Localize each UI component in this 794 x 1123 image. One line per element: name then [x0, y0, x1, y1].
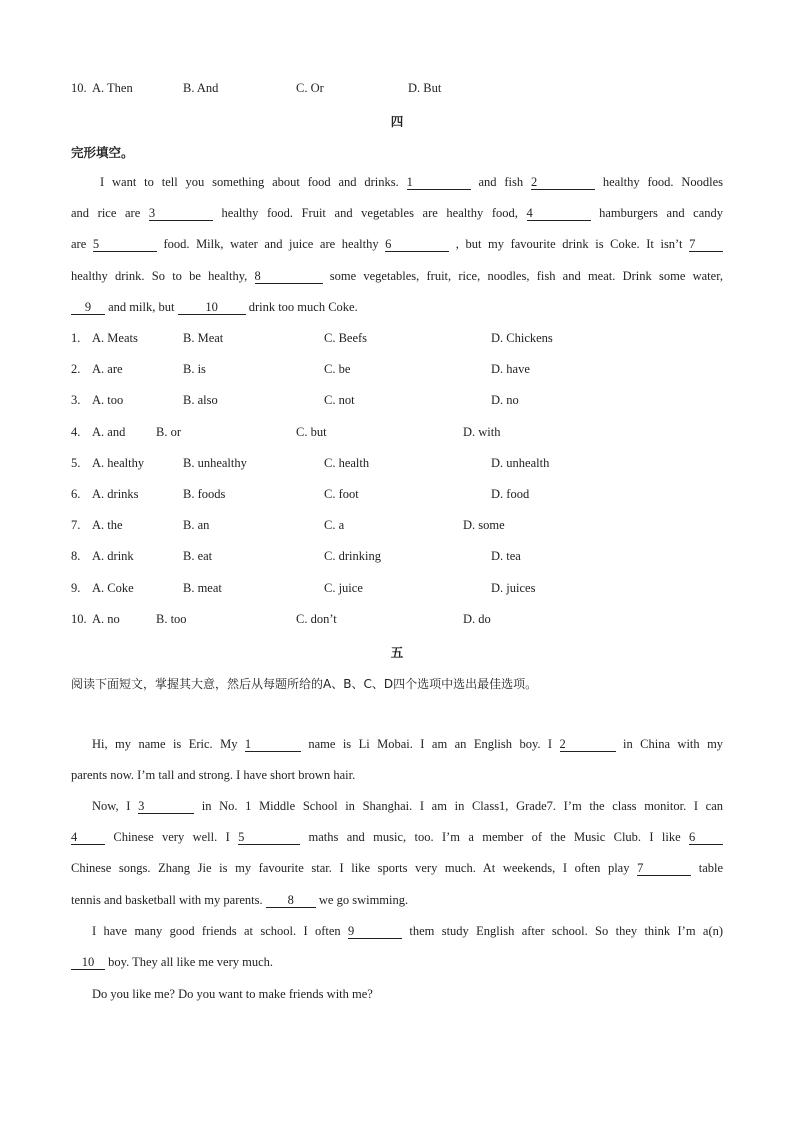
option-a: A. and — [92, 425, 126, 439]
passage-line — [71, 206, 723, 221]
option-b: B. is — [183, 362, 206, 376]
answer-blank: 6 — [689, 831, 723, 845]
answer-blank: 5 — [93, 238, 157, 252]
answer-blank: 1 — [407, 176, 471, 190]
passage-line — [92, 924, 723, 939]
option-d: D. have — [491, 362, 530, 376]
passage-text: them study English after school. So they think I’m a(n) — [409, 924, 724, 938]
answer-blank: 6 — [385, 238, 449, 252]
option-a: A. are — [92, 362, 123, 376]
passage-text: I want to tell you something about food and drinks. — [100, 175, 399, 189]
option-b: B. too — [156, 612, 187, 626]
option-c: C. don’t — [296, 612, 337, 626]
passage-text: maths and music, too. I’m a member of the Music Club. I like — [308, 830, 681, 844]
option-b: B. And — [183, 81, 219, 95]
option-d: D. no — [491, 393, 519, 407]
option-c: C. be — [324, 362, 351, 376]
answer-blank: 9 — [71, 301, 105, 315]
option-c: C. a — [324, 518, 345, 532]
question-number: 8. — [71, 549, 81, 563]
passage-text: name is Li Mobai. I am an English boy. I — [308, 737, 553, 751]
option-d: D. Chickens — [491, 331, 553, 345]
passage-line — [92, 799, 723, 814]
option-a: A. Meats — [92, 331, 138, 345]
answer-blank: 10 — [178, 301, 246, 315]
option-c: C. juice — [324, 581, 363, 595]
answer-blank: 4 — [527, 207, 591, 221]
passage-text: in China with my — [622, 737, 724, 751]
option-a: A. drink — [92, 549, 134, 563]
passage-line — [92, 987, 723, 1002]
answer-blank: 7 — [637, 862, 691, 876]
passage-text: and milk, but — [108, 300, 175, 314]
option-c: C. not — [324, 393, 355, 407]
option-d: D. do — [463, 612, 491, 626]
option-d: D. tea — [491, 549, 521, 563]
answer-blank: 2 — [560, 738, 616, 752]
option-d: D. juices — [491, 581, 536, 595]
passage-text: table — [698, 861, 724, 875]
section-5-heading: 五 — [390, 645, 404, 660]
section-5-instruction: 阅读下面短文，掌握其大意，然后从每题所给的A、B、C、D四个选项中选出最佳选项。 — [71, 677, 538, 691]
question-number: 2. — [71, 362, 81, 376]
section-4-instruction: 完形填空。 — [71, 145, 134, 160]
question-number: 10. — [71, 81, 87, 95]
option-d: D. with — [463, 425, 501, 439]
option-a: A. the — [92, 518, 123, 532]
passage-line — [71, 768, 723, 783]
option-a: A. drinks — [92, 487, 139, 501]
option-b: B. or — [156, 425, 181, 439]
passage-text: healthy drink. So to be healthy, — [71, 269, 248, 283]
answer-blank: 8 — [266, 894, 316, 908]
option-b: B. meat — [183, 581, 222, 595]
passage-text: hamburgers and candy — [599, 206, 724, 220]
answer-blank: 3 — [138, 800, 194, 814]
option-a: A. Then — [92, 81, 133, 95]
option-b: B. Meat — [183, 331, 224, 345]
option-d: D. some — [463, 518, 505, 532]
passage-text: are — [71, 237, 87, 251]
passage-line — [71, 300, 723, 315]
passage-text: drink too much Coke. — [248, 300, 358, 314]
passage-text: boy. They all like me very much. — [108, 955, 274, 969]
answer-blank: 9 — [348, 925, 402, 939]
passage-text: Do you like me? Do you want to make friends with me? — [92, 987, 373, 1001]
question-number: 9. — [71, 581, 81, 595]
passage-text: food. Milk, water and juice are healthy — [163, 237, 379, 251]
option-d: D. food — [491, 487, 530, 501]
passage-text: parents now. I’m tall and strong. I have short brown hair. — [71, 768, 356, 782]
option-d: D. But — [408, 81, 442, 95]
option-c: C. Or — [296, 81, 324, 95]
option-c: C. health — [324, 456, 370, 470]
passage-text: healthy food. Fruit and vegetables are healthy food, — [221, 206, 518, 220]
passage-text: we go swimming. — [318, 893, 409, 907]
answer-blank: 5 — [238, 831, 300, 845]
question-number: 6. — [71, 487, 81, 501]
option-b: B. eat — [183, 549, 213, 563]
passage-text: some vegetables, fruit, rice, noodles, fish and meat. Drink some water, — [329, 269, 723, 283]
option-a: A. Coke — [92, 581, 134, 595]
passage-text: in No. 1 Middle School in Shanghai. I am in Class1, Grade7. I’m the class monitor. I can — [201, 799, 724, 813]
option-c: C. but — [296, 425, 327, 439]
question-number: 3. — [71, 393, 81, 407]
passage-text: healthy food. Noodles — [602, 175, 724, 189]
passage-text: and rice are — [71, 206, 141, 220]
option-c: C. drinking — [324, 549, 381, 563]
passage-text: I have many good friends at school. I often — [92, 924, 341, 938]
option-a: A. too — [92, 393, 124, 407]
passage-text: Chinese very well. I — [113, 830, 230, 844]
passage-line — [92, 737, 723, 752]
option-c: C. foot — [324, 487, 359, 501]
passage-line — [71, 955, 723, 970]
passage-line — [100, 175, 723, 190]
passage-line — [71, 830, 723, 845]
option-a: A. healthy — [92, 456, 145, 470]
passage-text: Now, I — [92, 799, 131, 813]
question-number: 10. — [71, 612, 87, 626]
answer-blank: 3 — [149, 207, 213, 221]
option-b: B. unhealthy — [183, 456, 247, 470]
passage-line — [71, 893, 723, 908]
answer-blank: 10 — [71, 956, 105, 970]
question-number: 5. — [71, 456, 81, 470]
question-number: 4. — [71, 425, 81, 439]
passage-line — [71, 269, 723, 284]
passage-text: , but my favourite drink is Coke. It isn’t — [455, 237, 683, 251]
passage-text: Hi, my name is Eric. My — [92, 737, 238, 751]
passage-text: tennis and basketball with my parents. — [71, 893, 263, 907]
question-number: 7. — [71, 518, 81, 532]
option-b: B. an — [183, 518, 210, 532]
answer-blank: 4 — [71, 831, 105, 845]
option-c: C. Beefs — [324, 331, 368, 345]
passage-line — [71, 861, 723, 876]
passage-line — [71, 237, 723, 252]
answer-blank: 7 — [689, 238, 723, 252]
passage-text: Chinese songs. Zhang Jie is my favourite star. I like sports very much. At weekends, I often play — [71, 861, 630, 875]
passage-text: and fish — [478, 175, 524, 189]
option-b: B. foods — [183, 487, 226, 501]
option-b: B. also — [183, 393, 218, 407]
answer-blank: 1 — [245, 738, 301, 752]
answer-blank: 8 — [255, 270, 323, 284]
section-4-heading: 四 — [390, 114, 404, 129]
answer-blank: 2 — [531, 176, 595, 190]
question-number: 1. — [71, 331, 81, 345]
option-d: D. unhealth — [491, 456, 550, 470]
option-a: A. no — [92, 612, 120, 626]
